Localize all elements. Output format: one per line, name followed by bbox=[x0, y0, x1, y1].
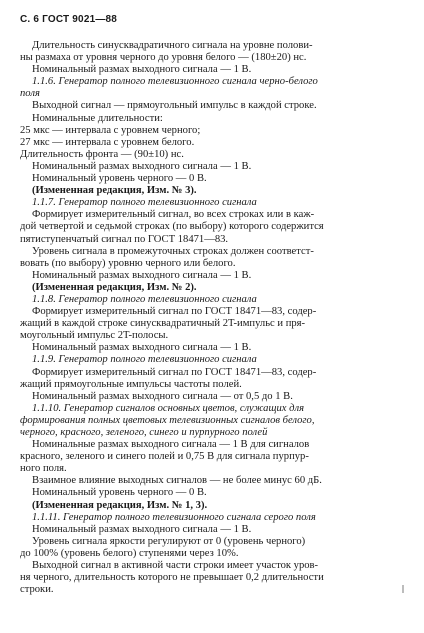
text-line: строки. bbox=[20, 584, 54, 596]
text-line: Уровень сигнала яркости регулируют от 0 (уровень черного) bbox=[32, 535, 306, 547]
text-line: Номинальные размах выходного сигнала — 1 В для сигналов bbox=[32, 439, 310, 451]
text-line: Номинальный размах выходного сигнала — от 0,5 до 1 В. bbox=[32, 390, 293, 402]
text-line: жащий прямоугольные импульсы частоты полей. bbox=[20, 378, 242, 390]
text-line: 1.1.10. Генератор сигналов основных цветов, служащих для bbox=[32, 402, 305, 414]
text-line: 25 мкс — интервала с уровнем черного; bbox=[20, 124, 201, 136]
text-line: вовать (по выбору) уровню черного или белого. bbox=[20, 257, 236, 269]
text-line: ня черного, длительность которого не превышает 0,2 длительности bbox=[20, 572, 324, 584]
text-line: 1.1.8. Генератор полного телевизионного сигнала bbox=[32, 293, 257, 305]
text-line: жащий в каждой строке синусквадратичный 2T-импульс и пря- bbox=[20, 318, 306, 330]
text-line: 1.1.9. Генератор полного телевизионного сигнала bbox=[32, 354, 257, 366]
text-line: Выходной сигнал в активной части строки имеет участок уров- bbox=[32, 560, 319, 572]
text-line: 27 мкс — интервала с уровнем белого. bbox=[20, 136, 195, 148]
text-line: Номинальный размах выходного сигнала — 1 В. bbox=[32, 160, 252, 172]
text-line: 1.1.11. Генератор полного телевизионного сигнала серого поля bbox=[32, 511, 316, 523]
text-line: 1.1.7. Генератор полного телевизионного сигнала bbox=[32, 197, 257, 209]
text-line: Длительность фронта — (90±10) нс. bbox=[20, 148, 184, 160]
text-line: Номинальный уровень черного — 0 В. bbox=[32, 173, 207, 185]
document-body bbox=[20, 40, 398, 596]
text-line: моугольный импульс 2T-полосы. bbox=[20, 330, 169, 342]
text-line: Формирует измерительный сигнал по ГОСТ 18471—83, содер- bbox=[32, 306, 317, 318]
text-line: Взаимное влияние выходных сигналов — не более минус 60 дБ. bbox=[32, 475, 322, 487]
text-line: 1.1.6. Генератор полного телевизионного сигнала черно-белого bbox=[32, 76, 318, 88]
text-line: пятиступенчатый сигнал по ГОСТ 18471—83. bbox=[20, 233, 229, 245]
page-header: С. 6 ГОСТ 9021—88 bbox=[20, 14, 118, 25]
text-line: красного, зеленого и синего полей и 0,75 В для сигнала пурпур- bbox=[20, 451, 309, 463]
text-line: Номинальный размах выходного сигнала — 1 В. bbox=[32, 64, 252, 76]
text-line: (Измененная редакция, Изм. № 2). bbox=[32, 281, 197, 293]
text-line: до 100% (уровень белого) ступенями через 10%. bbox=[20, 547, 239, 559]
text-line: Уровень сигнала в промежуточных строках должен соответст- bbox=[32, 245, 314, 257]
margin-mark bbox=[402, 585, 404, 593]
text-line: дой четвертой и седьмой строках (по выбору) которого содержится bbox=[20, 221, 324, 233]
text-line: Номинальные длительности: bbox=[32, 112, 163, 124]
text-line: поля bbox=[20, 88, 40, 100]
text-line: Номинальный размах выходного сигнала — 1 В. bbox=[32, 269, 252, 281]
text-line: ны размаха от уровня черного до уровня белого — (180±20) нс. bbox=[20, 52, 307, 64]
text-line: Выходной сигнал — прямоугольный импульс в каждой строке. bbox=[32, 100, 317, 112]
text-line: (Измененная редакция, Изм. № 1, 3). bbox=[32, 499, 208, 511]
text-line: Длительность синусквадратичного сигнала на уровне полови- bbox=[32, 40, 313, 51]
text-line: формирования полных цветовых телевизионных сигналов белого, bbox=[20, 414, 315, 426]
text-line: Номинальный размах выходного сигнала — 1 В. bbox=[32, 342, 252, 354]
text-line: Номинальный уровень черного — 0 В. bbox=[32, 487, 207, 499]
text-line: Формирует измерительный сигнал, во всех строках или в каж- bbox=[32, 209, 315, 221]
text-line: Номинальный размах выходного сигнала — 1 В. bbox=[32, 523, 252, 535]
text-line: (Измененная редакция, Изм. № 3). bbox=[32, 185, 197, 197]
text-line: Формирует измерительный сигнал по ГОСТ 18471—83, содер- bbox=[32, 366, 317, 378]
text-line: ного поля. bbox=[20, 463, 67, 475]
text-line: черного, красного, зеленого, синего и пурпурного полей bbox=[20, 427, 268, 438]
